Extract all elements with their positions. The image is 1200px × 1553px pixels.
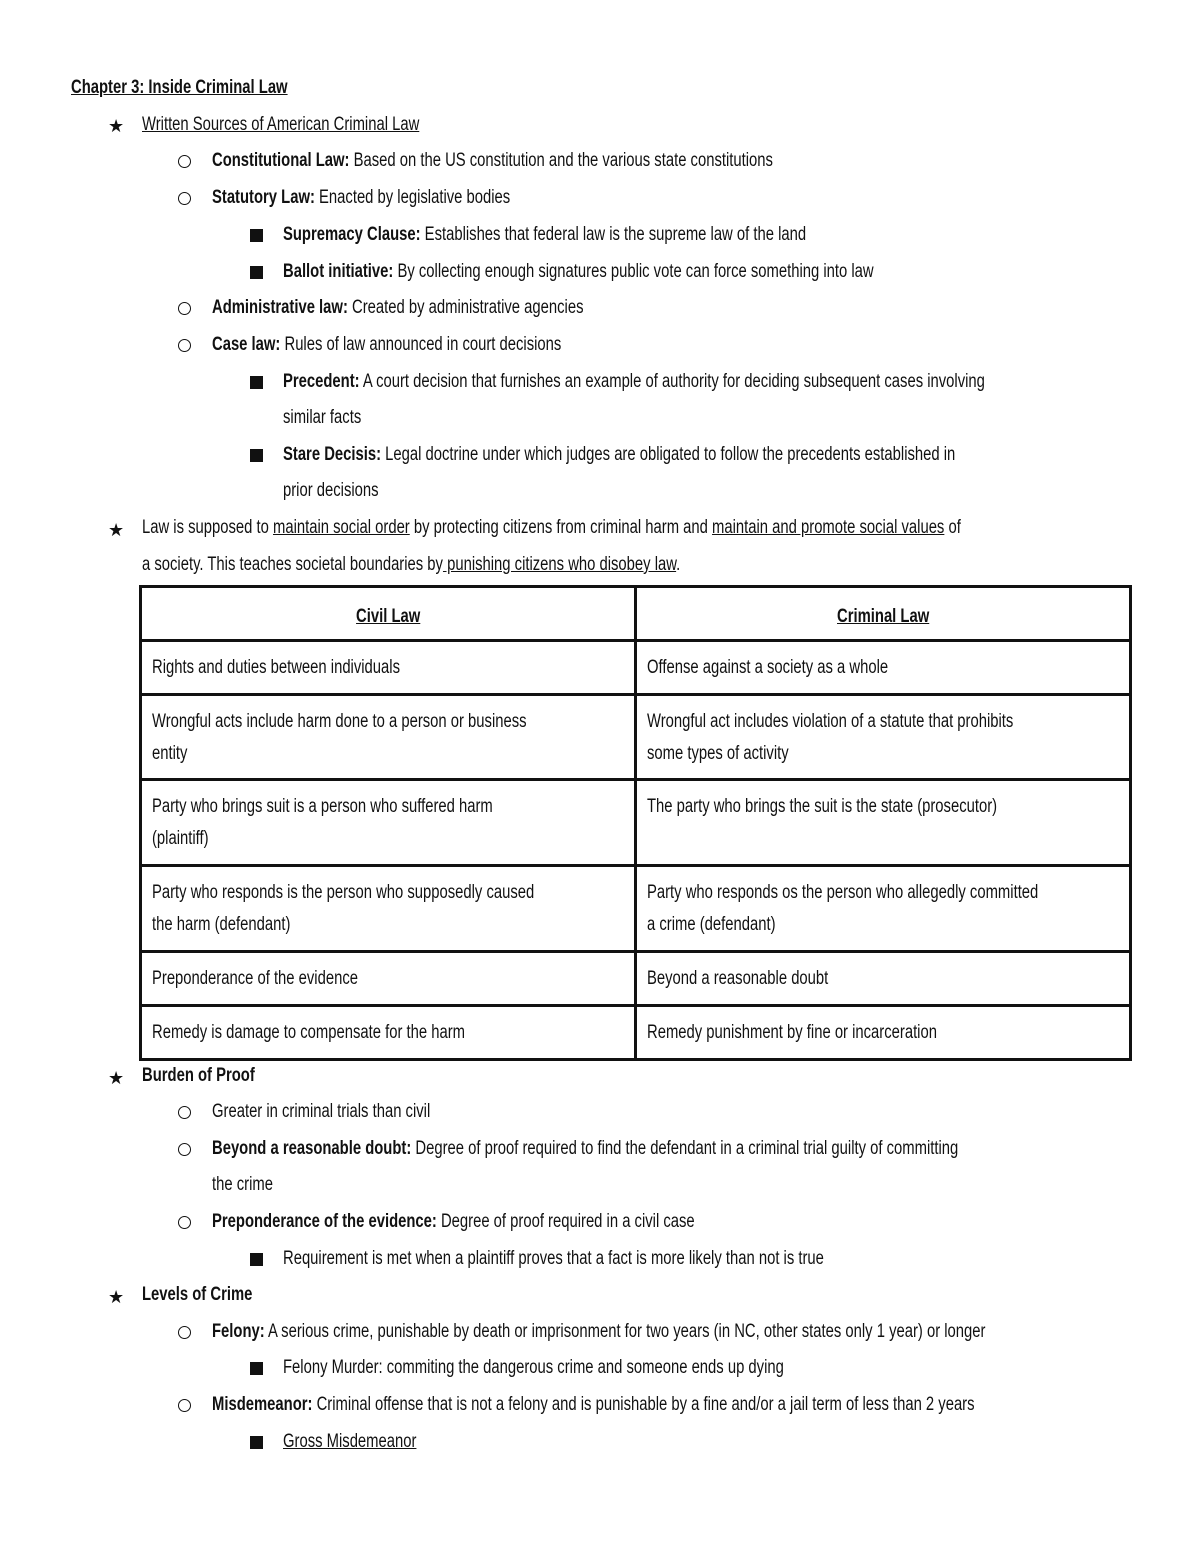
- table-cell: [141, 952, 636, 1006]
- cell-text: entity: [152, 743, 188, 764]
- cell-text: some types of activity: [647, 743, 789, 764]
- term: Constitutional Law:: [212, 150, 350, 171]
- table-row: [141, 866, 1131, 952]
- case-law-item: [212, 333, 561, 357]
- felony-murder-item: Felony Murder: commiting the dangerous crime and someone ends up dying: [283, 1357, 784, 1378]
- preponderance-item: [212, 1210, 695, 1234]
- table-cell: [636, 866, 1131, 952]
- page-title: Chapter 3: Inside Criminal Law: [71, 77, 288, 98]
- circle-bullet-icon: [178, 302, 191, 315]
- purpose-text: of: [944, 517, 961, 538]
- term: Preponderance of the evidence:: [212, 1211, 437, 1232]
- term: Felony:: [212, 1321, 265, 1342]
- misdemeanor-item: [212, 1393, 975, 1417]
- circle-bullet-icon: [178, 192, 191, 205]
- circle-bullet-icon: [178, 339, 191, 352]
- table-header-row: [141, 587, 1131, 641]
- purpose-underlined: maintain social order: [273, 517, 410, 538]
- circle-bullet-icon: [178, 1143, 191, 1156]
- square-bullet-icon: [250, 1253, 263, 1266]
- felony-item: [212, 1320, 985, 1344]
- criminal-law-header: Criminal Law: [836, 606, 930, 627]
- burden-greater-item: Greater in criminal trials than civil: [212, 1101, 431, 1122]
- cell-text: Preponderance of the evidence: [152, 968, 358, 989]
- table-row: [141, 1006, 1131, 1060]
- table-cell: [141, 695, 636, 780]
- stare-decisis-item-continued: prior decisions: [283, 480, 379, 501]
- definition: Degree of proof required in a civil case: [436, 1211, 695, 1232]
- cell-text: a crime (defendant): [647, 914, 776, 935]
- stare-decisis-item: [283, 443, 955, 467]
- definition: Based on the US constitution and the various state constitutions: [349, 150, 773, 171]
- circle-bullet-icon: [178, 1399, 191, 1412]
- table-cell: [636, 641, 1131, 695]
- circle-bullet-icon: [178, 155, 191, 168]
- definition: A serious crime, punishable by death or imprisonment for two years (in NC, other states only 1 year) or longer: [264, 1321, 986, 1342]
- cell-text: The party who brings the suit is the state (prosecutor): [647, 796, 998, 817]
- square-bullet-icon: [250, 229, 263, 242]
- definition: Establishes that federal law is the supreme law of the land: [420, 224, 807, 245]
- table-cell: [636, 952, 1131, 1006]
- definition: Created by administrative agencies: [347, 297, 584, 318]
- term: Stare Decisis:: [283, 444, 382, 465]
- burden-heading: Burden of Proof: [142, 1065, 255, 1086]
- cell-text: Rights and duties between individuals: [152, 657, 400, 678]
- purpose-underlined: punishing citizens who disobey law: [442, 554, 677, 575]
- cell-text: Remedy is damage to compensate for the harm: [152, 1022, 466, 1043]
- table-header-cell: [636, 587, 1131, 641]
- table-row: [141, 952, 1131, 1006]
- sources-heading: Written Sources of American Criminal Law: [142, 114, 420, 135]
- ballot-initiative-item: [283, 260, 874, 284]
- precedent-item-continued: similar facts: [283, 407, 362, 428]
- cell-text: Offense against a society as a whole: [647, 657, 889, 678]
- precedent-item: [283, 370, 985, 394]
- table-cell: [141, 641, 636, 695]
- definition: Degree of proof required to find the defendant in a criminal trial guilty of committing: [411, 1138, 959, 1159]
- square-bullet-icon: [250, 376, 263, 389]
- square-bullet-icon: [250, 449, 263, 462]
- term: Statutory Law:: [212, 187, 315, 208]
- purpose-text: Law is supposed to: [142, 517, 274, 538]
- purpose-text: a society. This teaches societal boundaries by: [142, 554, 443, 575]
- circle-bullet-icon: [178, 1216, 191, 1229]
- cell-text: Party who brings suit is a person who suffered harm: [152, 796, 493, 817]
- term: Case law:: [212, 334, 281, 355]
- constitutional-law-item: [212, 149, 773, 173]
- star-bullet-icon: ★: [108, 1068, 125, 1088]
- purpose-underlined: maintain and promote social values: [712, 517, 945, 538]
- cell-text: (plaintiff): [152, 828, 209, 849]
- civil-law-header: Civil Law: [355, 606, 421, 627]
- civil-vs-criminal-table: [139, 585, 1132, 1061]
- table-cell: [141, 780, 636, 866]
- term: Misdemeanor:: [212, 1394, 313, 1415]
- requirement-item: Requirement is met when a plaintiff proves that a fact is more likely than not is true: [283, 1248, 824, 1269]
- circle-bullet-icon: [178, 1326, 191, 1339]
- levels-heading: Levels of Crime: [142, 1284, 253, 1305]
- cell-text: Party who responds is the person who supposedly caused: [152, 882, 535, 903]
- table-row: [141, 641, 1131, 695]
- square-bullet-icon: [250, 1436, 263, 1449]
- cell-text: Beyond a reasonable doubt: [647, 968, 829, 989]
- square-bullet-icon: [250, 1362, 263, 1375]
- square-bullet-icon: [250, 266, 263, 279]
- purpose-line-2: [142, 553, 680, 577]
- table-cell: [141, 866, 636, 952]
- cell-text: Party who responds os the person who allegedly committed: [647, 882, 1039, 903]
- administrative-law-item: [212, 296, 583, 320]
- table-row: [141, 780, 1131, 866]
- supremacy-clause-item: [283, 223, 806, 247]
- star-bullet-icon: ★: [108, 116, 125, 136]
- purpose-text: by protecting citizens from criminal harm and: [409, 517, 713, 538]
- circle-bullet-icon: [178, 1106, 191, 1119]
- term: Supremacy Clause:: [283, 224, 421, 245]
- term: Administrative law:: [212, 297, 348, 318]
- statutory-law-item: [212, 186, 510, 210]
- cell-text: Remedy punishment by fine or incarceration: [647, 1022, 937, 1043]
- beyond-reasonable-doubt-item: [212, 1137, 958, 1161]
- table-header-cell: [141, 587, 636, 641]
- gross-misdemeanor-item: Gross Misdemeanor: [283, 1431, 417, 1452]
- cell-text: Wrongful act includes violation of a statute that prohibits: [647, 711, 1014, 732]
- cell-text: the harm (defendant): [152, 914, 291, 935]
- beyond-reasonable-doubt-continued: the crime: [212, 1174, 273, 1195]
- cell-text: Wrongful acts include harm done to a person or business: [152, 711, 527, 732]
- star-bullet-icon: ★: [108, 1287, 125, 1307]
- definition: Enacted by legislative bodies: [314, 187, 511, 208]
- table-cell: [636, 695, 1131, 780]
- table-row: [141, 695, 1131, 780]
- term: Beyond a reasonable doubt:: [212, 1138, 412, 1159]
- table-cell: [636, 1006, 1131, 1060]
- term: Precedent:: [283, 371, 360, 392]
- purpose-line-1: [142, 516, 961, 540]
- definition: By collecting enough signatures public vote can force something into law: [393, 261, 874, 282]
- definition: Legal doctrine under which judges are obligated to follow the precedents established in: [381, 444, 956, 465]
- table-cell: [636, 780, 1131, 866]
- definition: Criminal offense that is not a felony and is punishable by a fine and/or a jail term of less than 2 years: [312, 1394, 975, 1415]
- table-cell: [141, 1006, 636, 1060]
- definition: A court decision that furnishes an example of authority for deciding subsequent cases involving: [359, 371, 985, 392]
- star-bullet-icon: ★: [108, 520, 125, 540]
- definition: Rules of law announced in court decisions: [280, 334, 562, 355]
- purpose-text: .: [676, 554, 681, 575]
- term: Ballot initiative:: [283, 261, 394, 282]
